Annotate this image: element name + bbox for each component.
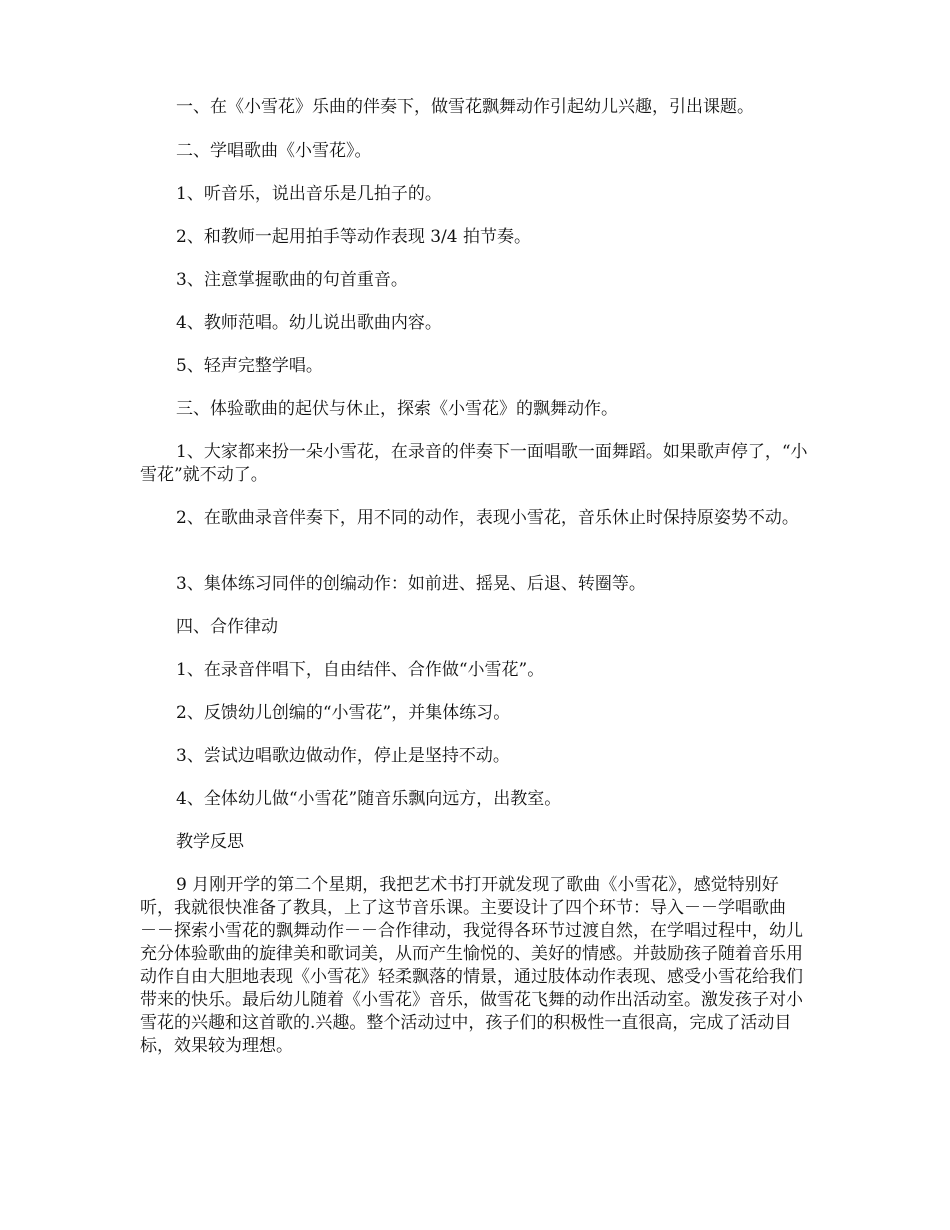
list-item: 1、听音乐，说出音乐是几拍子的。 bbox=[176, 184, 442, 204]
list-item: 2、在歌曲录音伴奏下，用不同的动作，表现小雪花，音乐休止时保持原姿势不动。 bbox=[176, 508, 799, 528]
list-item: 5、轻声完整学唱。 bbox=[176, 356, 323, 376]
list-item: 3、注意掌握歌曲的句首重音。 bbox=[176, 270, 408, 290]
list-item: 4、全体幼儿做“小雪花”随音乐飘向远方，出教室。 bbox=[176, 789, 562, 809]
list-item: 3、集体练习同伴的创编动作：如前进、摇晃、后退、转圈等。 bbox=[176, 574, 646, 594]
section-heading-4: 四、合作律动 bbox=[176, 617, 278, 637]
section-heading-3: 三、体验歌曲的起伏与休止，探索《小雪花》的飘舞动作。 bbox=[176, 399, 618, 419]
list-item: 2、和教师一起用拍手等动作表现 3/4 拍节奏。 bbox=[176, 227, 531, 247]
list-item: 2、反馈幼儿创编的“小雪花”，并集体练习。 bbox=[176, 703, 511, 723]
list-item: 4、教师范唱。幼儿说出歌曲内容。 bbox=[176, 313, 442, 333]
paragraph-intro: 一、在《小雪花》乐曲的伴奏下，做雪花飘舞动作引起幼儿兴趣，引出课题。 bbox=[176, 97, 754, 117]
list-item: 1、大家都来扮一朵小雪花，在录音的伴奏下一面唱歌一面舞蹈。如果歌声停了，“小雪花”就不动了。 bbox=[140, 442, 808, 485]
list-item: 3、尝试边唱歌边做动作，停止是坚持不动。 bbox=[176, 746, 510, 766]
section-heading-2: 二、学唱歌曲《小雪花》。 bbox=[176, 141, 372, 161]
reflection-heading: 教学反思 bbox=[176, 832, 244, 852]
reflection-paragraph: 9 月刚开学的第二个星期，我把艺术书打开就发现了歌曲《小雪花》，感觉特别好听，我就很快准备了教具，上了这节音乐课。主要设计了四个环节：导入－－学唱歌曲 －－探索小雪花的飘舞动作－－合作律动，我觉得各环节过渡自然，在学唱过程中，幼儿充分体验歌曲的旋律美和歌词美，从而产生愉悦的、美好的情感。并鼓励孩子随着音乐用动作自由大胆地表现《小雪花》轻柔飘落的情景，通过肢体动作表现、感受小雪花给我们带来的快乐。最后幼儿随着《小雪花》音乐，做雪花飞舞的动作出活动室。激发孩子对小雪花的兴趣和这首歌的.兴趣。整个活动过中，孩子们的积极性一直很高，完成了活动目标，效果较为理想。 bbox=[140, 875, 803, 1056]
list-item: 1、在录音伴唱下，自由结伴、合作做“小雪花”。 bbox=[176, 660, 545, 680]
